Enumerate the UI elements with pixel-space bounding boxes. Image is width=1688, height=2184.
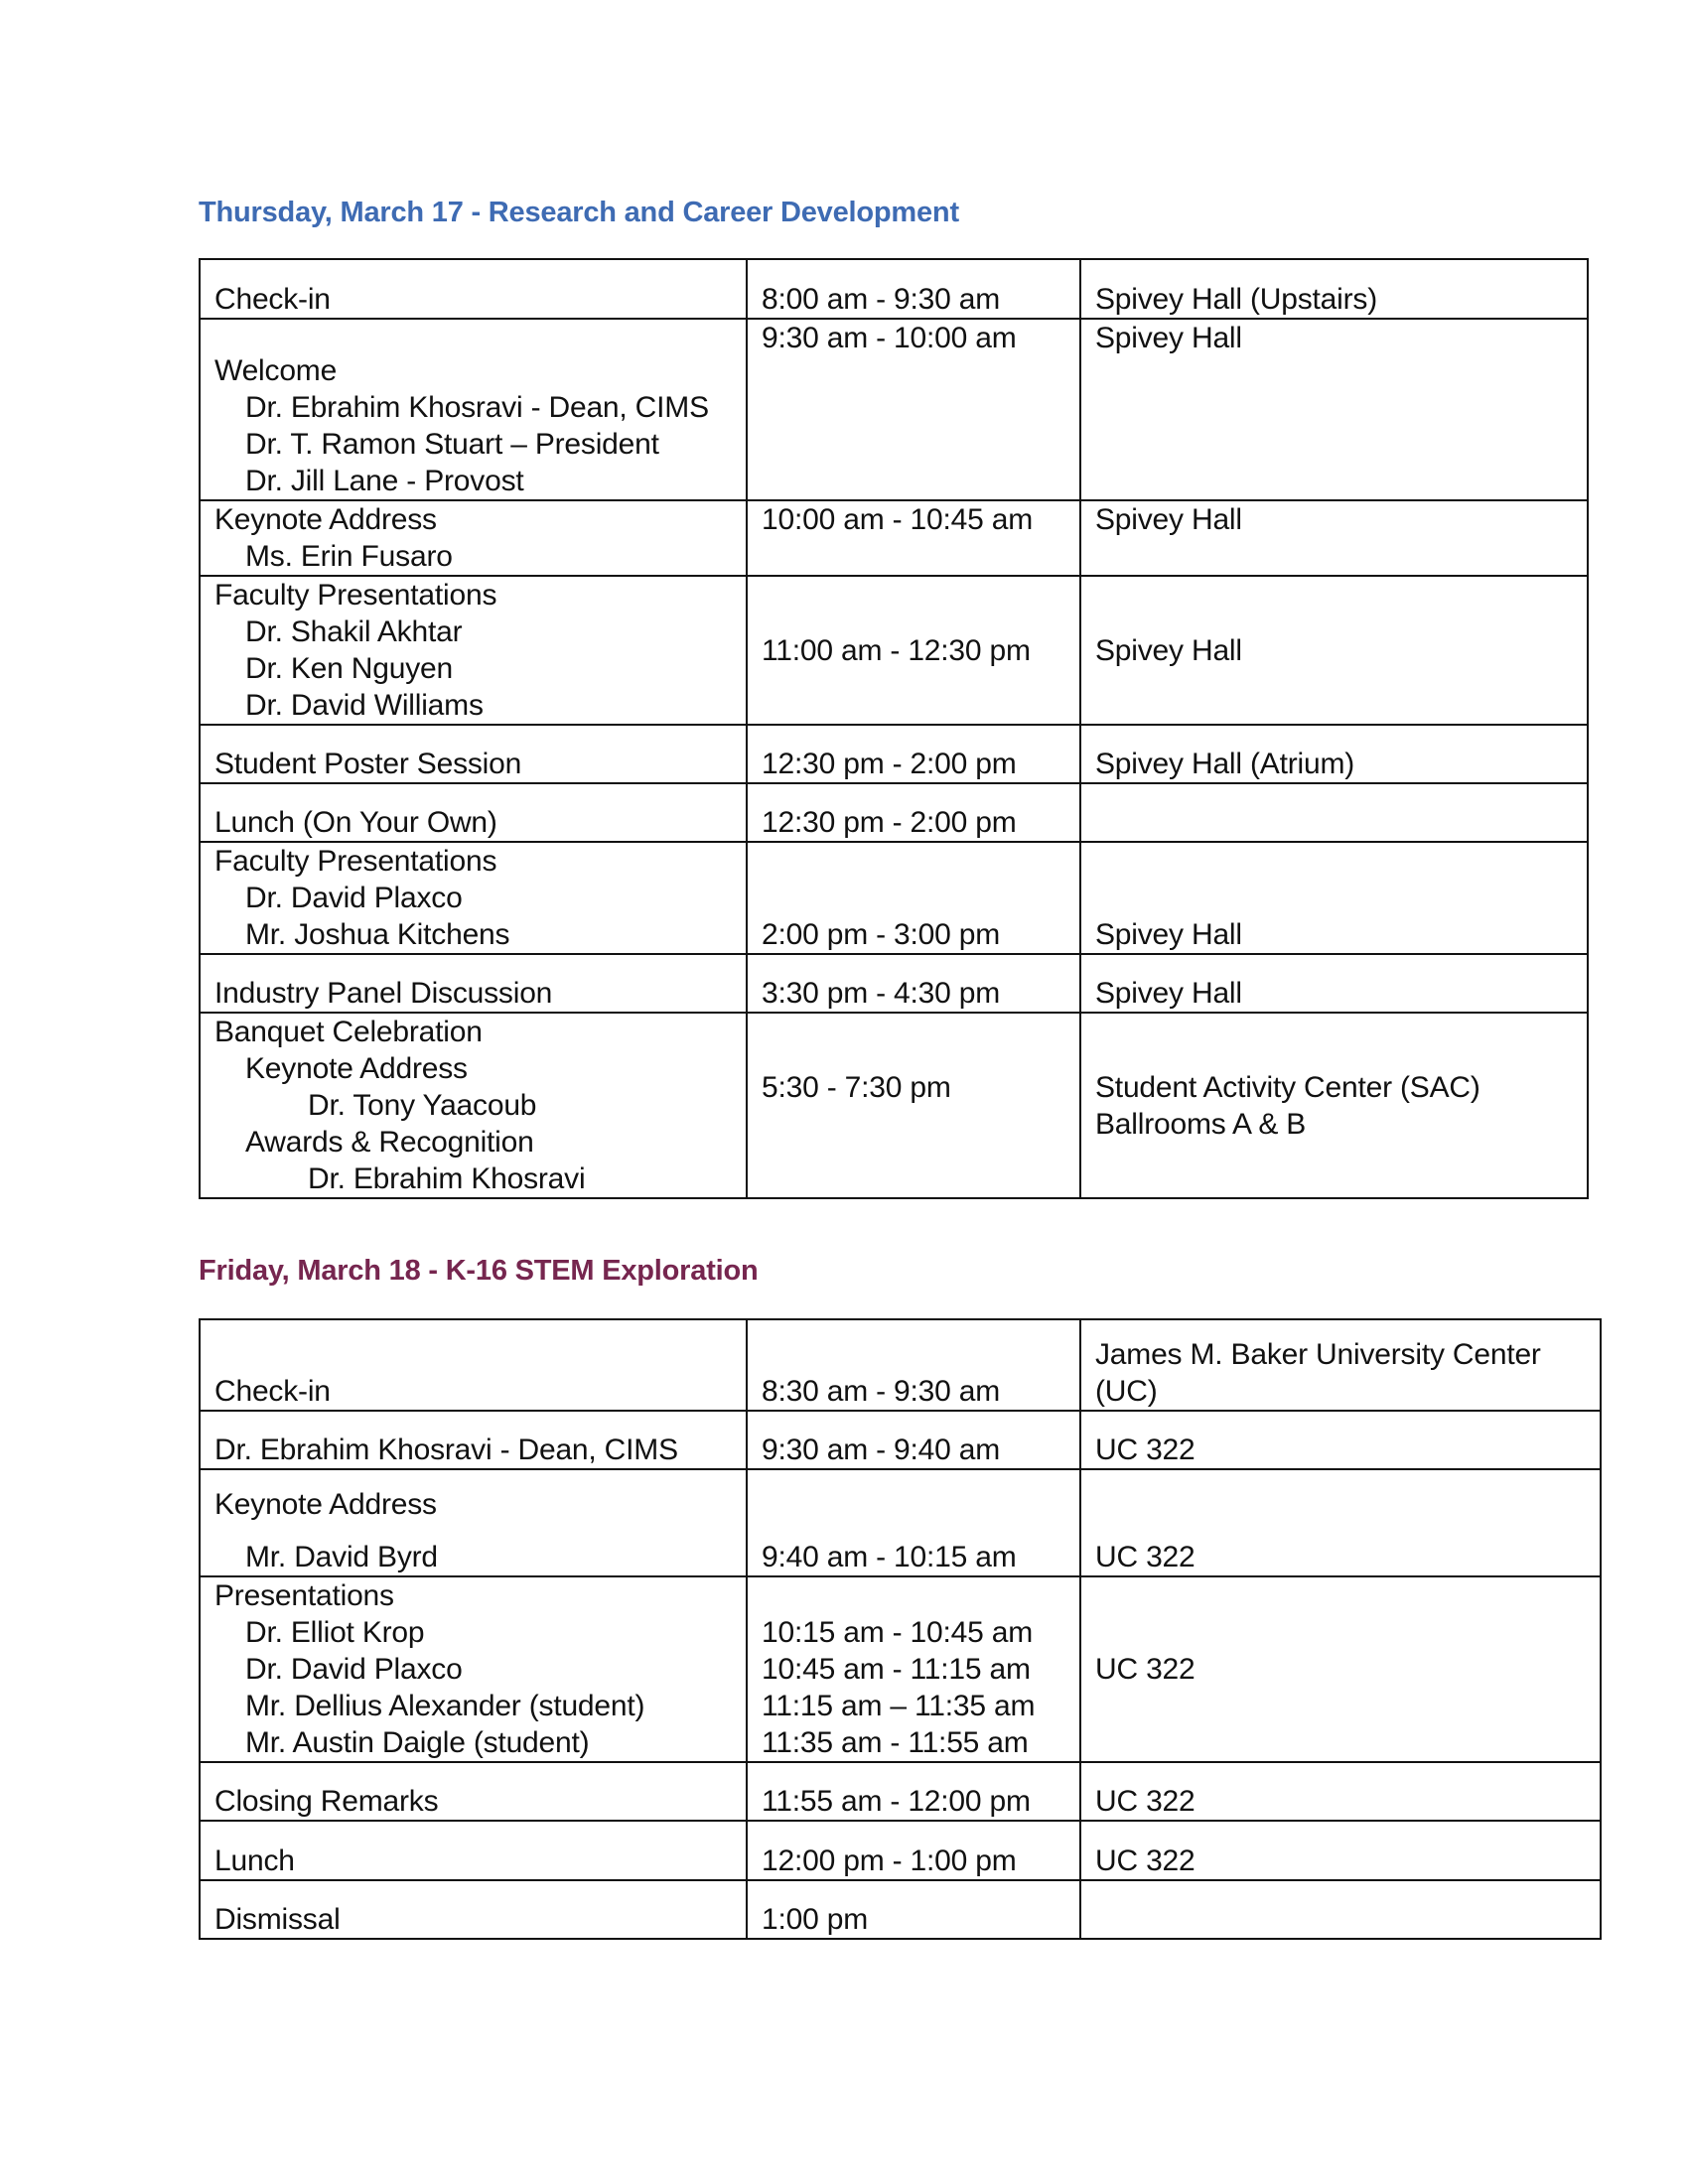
event-title: Closing Remarks	[214, 1785, 439, 1818]
table-row	[200, 1880, 1601, 1939]
event-cell	[200, 1469, 747, 1576]
location-cell	[1080, 1880, 1601, 1939]
event-location: Spivey Hall	[1095, 633, 1242, 667]
event-location: Spivey Hall	[1095, 918, 1242, 951]
speaker-name: Dr. Elliot Krop	[245, 1616, 425, 1649]
event-title: Check-in	[214, 1375, 331, 1408]
event-cell	[200, 500, 747, 576]
event-location: UC 322	[1095, 1653, 1196, 1686]
time-cell	[747, 842, 1080, 954]
table-row	[200, 1469, 1601, 1576]
sub-event: Keynote Address	[245, 1052, 468, 1085]
friday-schedule-table	[199, 1318, 1602, 1940]
location-cell	[1080, 1821, 1601, 1880]
event-cell	[200, 1576, 747, 1762]
location-cell	[1080, 576, 1588, 725]
event-cell	[200, 1319, 747, 1411]
event-location: Spivey Hall (Atrium)	[1095, 748, 1355, 780]
event-location: James M. Baker University Center	[1095, 1338, 1541, 1371]
speaker-name: Mr. Austin Daigle (student)	[245, 1726, 590, 1759]
speaker-name: Mr. David Byrd	[245, 1541, 438, 1573]
event-location-detail: (UC)	[1095, 1375, 1158, 1408]
event-title: Lunch	[214, 1844, 295, 1877]
event-time: 8:00 am - 9:30 am	[762, 283, 1001, 316]
location-cell	[1080, 783, 1588, 842]
event-cell	[200, 725, 747, 783]
event-cell	[200, 954, 747, 1013]
event-cell	[200, 842, 747, 954]
event-cell	[200, 1762, 747, 1821]
event-cell	[200, 259, 747, 319]
time-cell	[747, 725, 1080, 783]
location-cell	[1080, 1013, 1588, 1198]
event-title: Lunch (On Your Own)	[214, 806, 497, 839]
location-cell	[1080, 1469, 1601, 1576]
location-cell	[1080, 1762, 1601, 1821]
table-row	[200, 259, 1588, 319]
event-time: 8:30 am - 9:30 am	[762, 1375, 1001, 1408]
location-cell	[1080, 319, 1588, 500]
event-time: 12:30 pm - 2:00 pm	[762, 806, 1017, 839]
event-title: Student Poster Session	[214, 748, 522, 780]
event-time: 1:00 pm	[762, 1903, 868, 1936]
location-cell	[1080, 1319, 1601, 1411]
event-title: Welcome	[214, 354, 338, 387]
event-location: UC 322	[1095, 1541, 1196, 1573]
event-time: 2:00 pm - 3:00 pm	[762, 918, 1001, 951]
time-cell	[747, 319, 1080, 500]
event-location: UC 322	[1095, 1433, 1196, 1466]
event-location: Spivey Hall	[1095, 322, 1242, 354]
speaker-name: Dr. Jill Lane - Provost	[245, 465, 524, 497]
event-cell	[200, 783, 747, 842]
event-cell	[200, 319, 747, 500]
event-time: 11:55 am - 12:00 pm	[762, 1785, 1031, 1818]
speaker-name: Dr. Tony Yaacoub	[308, 1089, 537, 1122]
table-row	[200, 500, 1588, 576]
time-cell	[747, 1319, 1080, 1411]
time-cell	[747, 1762, 1080, 1821]
event-time: 12:30 pm - 2:00 pm	[762, 748, 1017, 780]
time-cell	[747, 500, 1080, 576]
event-title: Industry Panel Discussion	[214, 977, 553, 1010]
event-time: 11:35 am - 11:55 am	[762, 1726, 1029, 1759]
location-cell	[1080, 1411, 1601, 1469]
event-location: Spivey Hall (Upstairs)	[1095, 283, 1377, 316]
event-title: Dr. Ebrahim Khosravi - Dean, CIMS	[214, 1433, 678, 1466]
speaker-name: Dr. Ken Nguyen	[245, 652, 453, 685]
time-cell	[747, 576, 1080, 725]
speaker-name: Mr. Dellius Alexander (student)	[245, 1690, 645, 1722]
event-cell	[200, 1013, 747, 1198]
event-time: 5:30 - 7:30 pm	[762, 1070, 951, 1104]
location-cell	[1080, 259, 1588, 319]
location-cell	[1080, 842, 1588, 954]
table-row	[200, 1576, 1601, 1762]
event-time: 10:00 am - 10:45 am	[762, 503, 1034, 536]
speaker-name: Ms. Erin Fusaro	[245, 540, 453, 573]
location-cell	[1080, 500, 1588, 576]
event-time: 10:45 am - 11:15 am	[762, 1653, 1031, 1686]
event-time: 9:30 am - 10:00 am	[762, 322, 1017, 354]
event-title: Faculty Presentations	[214, 845, 497, 878]
table-row	[200, 842, 1588, 954]
location-cell	[1080, 1576, 1601, 1762]
event-location: Spivey Hall	[1095, 503, 1242, 536]
event-cell	[200, 576, 747, 725]
event-title: Keynote Address	[214, 1488, 437, 1521]
time-cell	[747, 1821, 1080, 1880]
speaker-name: Mr. Joshua Kitchens	[245, 918, 510, 951]
speaker-name: Dr. David Williams	[245, 689, 484, 722]
table-row	[200, 1762, 1601, 1821]
time-cell	[747, 783, 1080, 842]
thursday-heading: Thursday, March 17 - Research and Career Development	[199, 197, 959, 228]
event-title: Dismissal	[214, 1903, 341, 1936]
event-title: Faculty Presentations	[214, 579, 497, 612]
event-time: 12:00 pm - 1:00 pm	[762, 1844, 1017, 1877]
event-time: 11:00 am - 12:30 pm	[762, 633, 1031, 667]
speaker-name: Dr. Shakil Akhtar	[245, 615, 463, 648]
table-row	[200, 1411, 1601, 1469]
friday-heading: Friday, March 18 - K-16 STEM Exploration	[199, 1255, 759, 1287]
table-row	[200, 1319, 1601, 1411]
time-cell	[747, 259, 1080, 319]
event-cell	[200, 1880, 747, 1939]
event-title: Keynote Address	[214, 503, 437, 536]
time-cell	[747, 954, 1080, 1013]
event-time: 9:30 am - 9:40 am	[762, 1433, 1001, 1466]
event-time: 11:15 am – 11:35 am	[762, 1690, 1036, 1722]
table-row	[200, 1013, 1588, 1198]
speaker-name: Dr. David Plaxco	[245, 1653, 463, 1686]
event-location-detail: Ballrooms A & B	[1095, 1107, 1307, 1141]
table-row	[200, 1821, 1601, 1880]
event-title: Banquet Celebration	[214, 1016, 483, 1048]
event-time: 3:30 pm - 4:30 pm	[762, 977, 1001, 1010]
sub-event: Awards & Recognition	[245, 1126, 534, 1159]
time-cell	[747, 1880, 1080, 1939]
table-row	[200, 319, 1588, 500]
event-location: UC 322	[1095, 1844, 1196, 1877]
time-cell	[747, 1469, 1080, 1576]
event-location: Spivey Hall	[1095, 977, 1242, 1010]
time-cell	[747, 1576, 1080, 1762]
time-cell	[747, 1411, 1080, 1469]
location-cell	[1080, 954, 1588, 1013]
table-row	[200, 576, 1588, 725]
event-title: Check-in	[214, 283, 331, 316]
time-cell	[747, 1013, 1080, 1198]
table-row	[200, 725, 1588, 783]
event-location: UC 322	[1095, 1785, 1196, 1818]
event-time: 10:15 am - 10:45 am	[762, 1616, 1034, 1649]
event-location: Student Activity Center (SAC)	[1095, 1070, 1480, 1104]
table-row	[200, 783, 1588, 842]
table-row	[200, 954, 1588, 1013]
speaker-name: Dr. T. Ramon Stuart – President	[245, 428, 659, 461]
location-cell	[1080, 725, 1588, 783]
event-time: 9:40 am - 10:15 am	[762, 1541, 1017, 1573]
event-cell	[200, 1821, 747, 1880]
thursday-schedule-table	[199, 258, 1589, 1199]
event-cell	[200, 1411, 747, 1469]
speaker-name: Dr. David Plaxco	[245, 882, 463, 914]
speaker-name: Dr. Ebrahim Khosravi	[308, 1162, 586, 1195]
event-title: Presentations	[214, 1579, 394, 1612]
speaker-name: Dr. Ebrahim Khosravi - Dean, CIMS	[245, 391, 709, 424]
